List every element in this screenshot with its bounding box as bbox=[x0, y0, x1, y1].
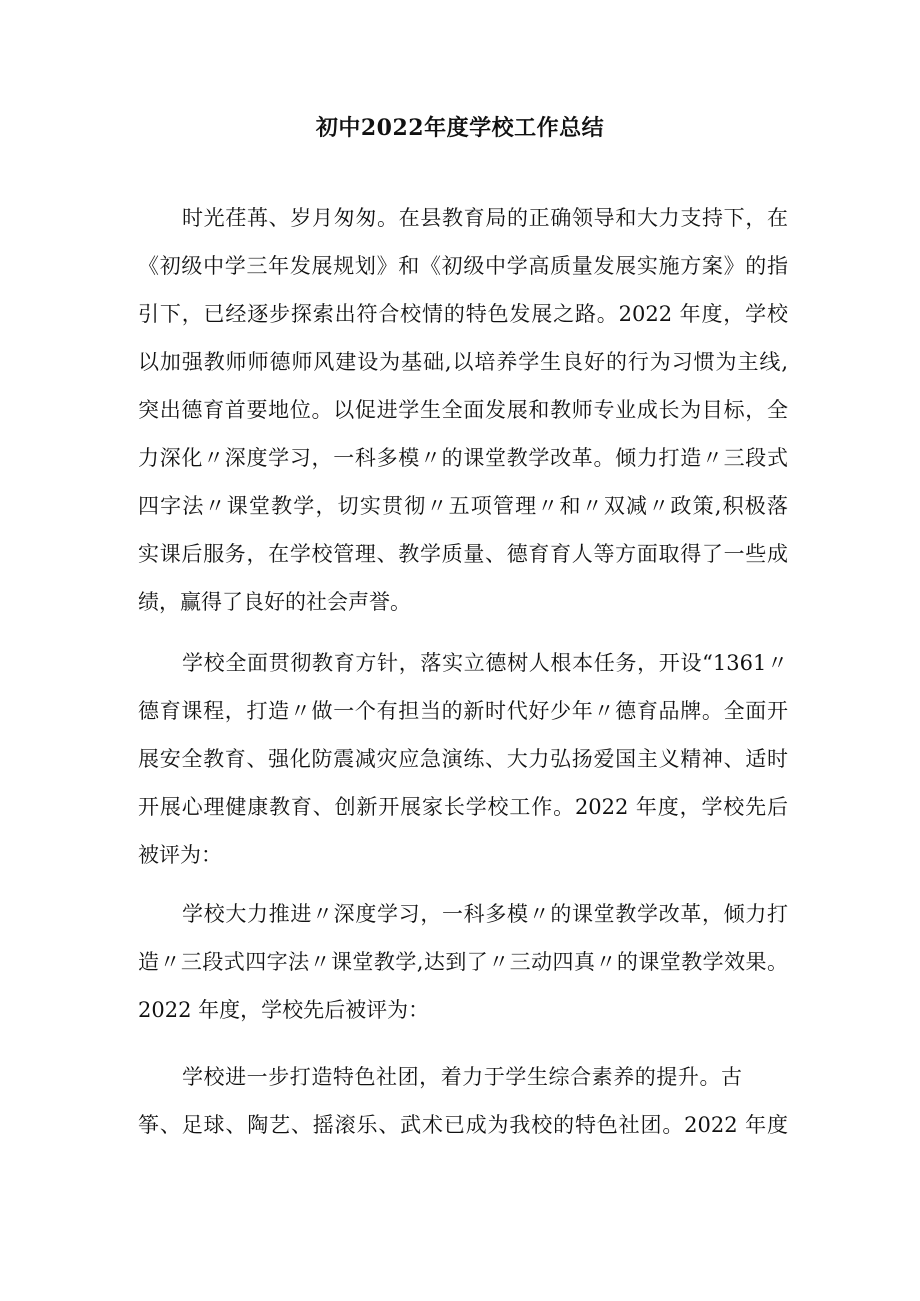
document-title: 初中2022年度学校工作总结 bbox=[315, 115, 605, 141]
paragraph-line: 以加强教师师德师风建设为基础,以培养学生良好的行为习惯为主线, bbox=[138, 350, 788, 374]
paragraph-line: 2022 年度，学校先后被评为： bbox=[138, 998, 430, 1022]
paragraph-line: 筝、足球、陶艺、摇滚乐、武术已成为我校的特色社团。2022 年度 bbox=[138, 1113, 788, 1137]
paragraph-line: 造〃三段式四字法〃课堂教学,达到了〃三动四真〃的课堂教学效果。 bbox=[138, 950, 788, 974]
paragraph-line: 引下，已经逐步探索出符合校情的特色发展之路。2022 年度，学校 bbox=[138, 302, 788, 326]
paragraph-line: 学校全面贯彻教育方针，落实立德树人根本任务，开设“1361〃 bbox=[182, 651, 788, 675]
paragraph-line: 绩，赢得了良好的社会声誉。 bbox=[138, 590, 411, 614]
paragraph-line: 开展心理健康教育、创新开展家长学校工作。2022 年度，学校先后 bbox=[138, 795, 788, 819]
paragraph-line: 突出德育首要地位。以促进学生全面发展和教师专业成长为目标，全 bbox=[138, 398, 788, 422]
paragraph-line: 展安全教育、强化防震减灾应急演练、大力弘扬爱国主义精神、适时 bbox=[138, 747, 788, 771]
paragraph-line: 实课后服务，在学校管理、教学质量、德育育人等方面取得了一些成 bbox=[138, 542, 788, 566]
paragraph-line: 力深化〃深度学习，一科多模〃的课堂教学改革。倾力打造〃三段式 bbox=[138, 446, 788, 470]
paragraph-line: 学校进一步打造特色社团，着力于学生综合素养的提升。古 bbox=[182, 1065, 742, 1089]
paragraph-line: 学校大力推进〃深度学习，一科多模〃的课堂教学改革，倾力打 bbox=[182, 902, 788, 926]
paragraph-line: 时光荏苒、岁月匆匆。在县教育局的正确领导和大力支持下，在 bbox=[182, 206, 788, 230]
paragraph-line: 被评为： bbox=[138, 843, 222, 867]
paragraph-line: 四字法〃课堂教学，切实贯彻〃五项管理〃和〃双减〃政策,积极落 bbox=[138, 494, 788, 518]
paragraph-line: 《初级中学三年发展规划》和《初级中学高质量发展实施方案》的指 bbox=[138, 254, 788, 278]
paragraph-line: 德育课程，打造〃做一个有担当的新时代好少年〃德育品牌。全面开 bbox=[138, 699, 788, 723]
